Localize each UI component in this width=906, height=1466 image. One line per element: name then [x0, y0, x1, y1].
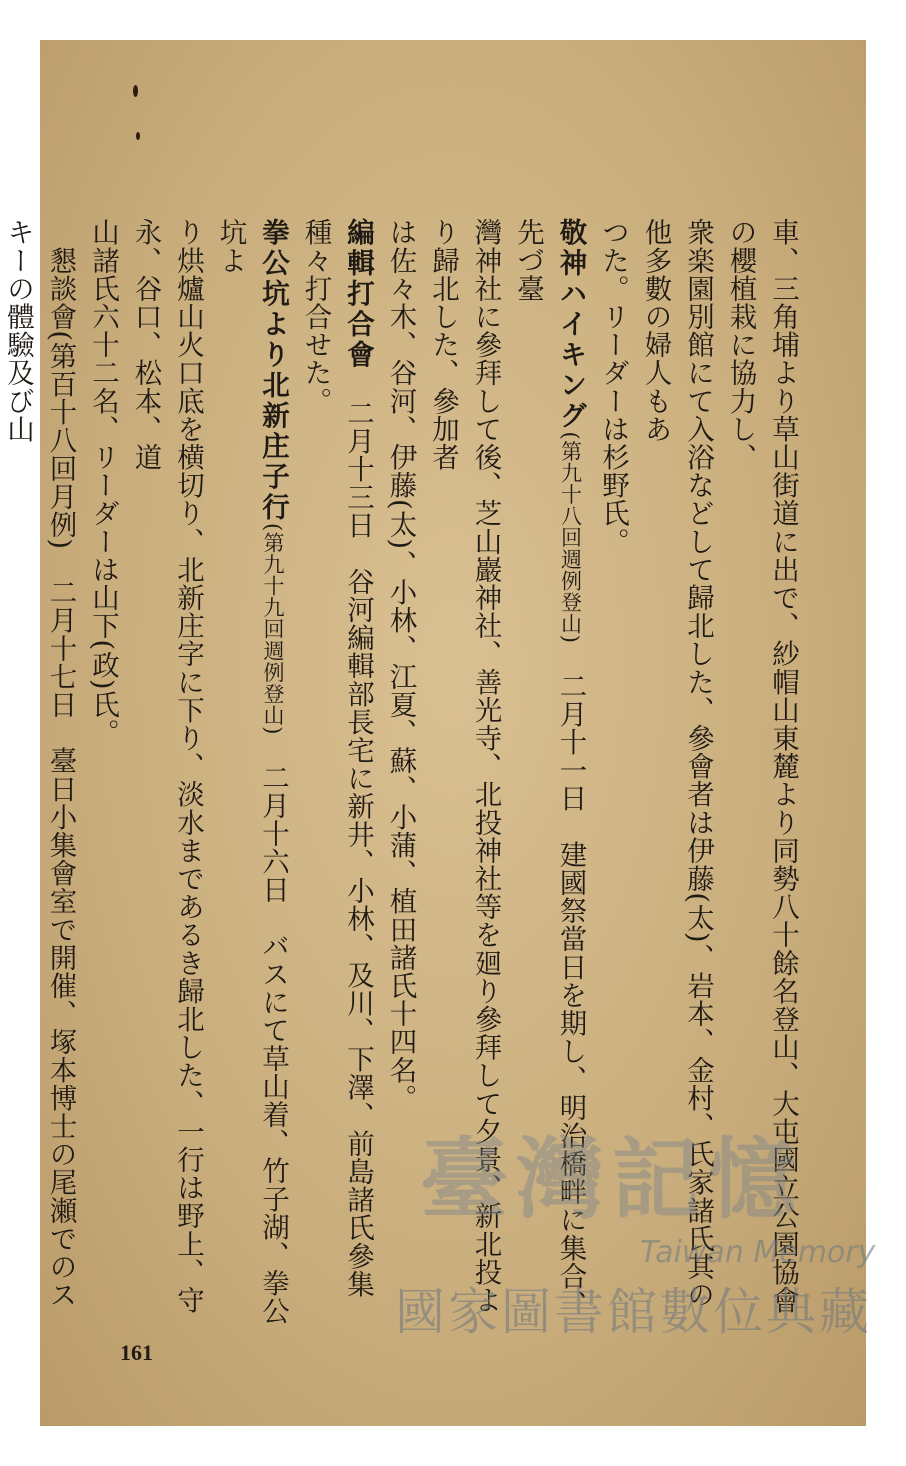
text-column	[379, 218, 422, 1328]
text-column	[634, 218, 719, 1328]
page-number: 161	[120, 1340, 153, 1365]
column-text: 二月十三日 谷河編輯部長宅に新井、小林、及川、下澤、前島諸氏參集種々打合せた。	[299, 218, 374, 1298]
column-text: 二月十六日 バスにて草山着、竹子湖、拳公坑よ	[214, 218, 289, 1326]
text-column	[82, 218, 125, 1328]
text-column	[422, 218, 507, 1328]
watermark-library: 國家圖書館數位典藏	[395, 1283, 872, 1341]
ink-speck	[133, 85, 138, 97]
section-note: (第九十八回週例登山)	[558, 431, 583, 644]
column-text: 懇談會(第百十八回月例) 二月十七日 臺日小集會室で開催、塚本博士の尾瀬でのスキーの體驗及び山	[2, 218, 77, 1309]
text-column	[719, 218, 804, 1328]
watermark-title: 臺灣記憶	[420, 1127, 805, 1231]
text-column	[592, 218, 635, 1328]
column-text: 車、三角埔より草山街道に出で、紗帽山東麓より同勢八十餘名登山、大屯國立公園協會の櫻植栽に協力し、	[724, 218, 799, 1314]
text-column	[124, 218, 209, 1328]
text-column	[507, 218, 592, 1328]
watermark-subtitle: Taiwan Memory	[640, 1235, 876, 1270]
column-text: つた。リーダーは杉野氏。	[597, 218, 629, 556]
column-text: 山諸氏六十二名、リーダーは山下(政)氏。	[87, 218, 119, 747]
ink-speck	[136, 132, 140, 140]
vertical-text-body	[2, 218, 804, 1328]
column-text: り烘爐山火口底を横切り、北新庄字に下り、淡水まであるき歸北した、一行は野上、守永、谷口、松本、道	[129, 218, 204, 1314]
column-text: 衆楽園別館にて入浴などして歸北した、參會者は伊藤(太)、岩本、金村、氏家諸氏其の他多數の婦人もあ	[639, 218, 714, 1309]
section-heading: 編輯打合會	[342, 218, 374, 371]
section-heading: 拳公坑より北新庄子行	[257, 218, 289, 523]
section-note: (第九十九回週例登山)	[261, 523, 285, 735]
column-text: 灣神社に參拜して後、芝山巖神社、善光寺、北投神社等を廻り參拜して夕景、新北投より歸北した、參加者	[427, 218, 502, 1314]
scanned-page	[2, 40, 866, 1426]
column-text: 二月十一日 建國祭當日を期し、明治橋畔に集合、先づ臺	[512, 218, 587, 1318]
section-heading: 敬神ハイキング	[554, 218, 587, 432]
text-column	[294, 218, 379, 1328]
column-text: は佐々木、谷河、伊藤(太)、小林、江夏、蘇、小蒲、植田諸氏十四名。	[384, 218, 417, 1112]
text-column	[0, 218, 82, 1328]
text-column	[209, 218, 294, 1328]
